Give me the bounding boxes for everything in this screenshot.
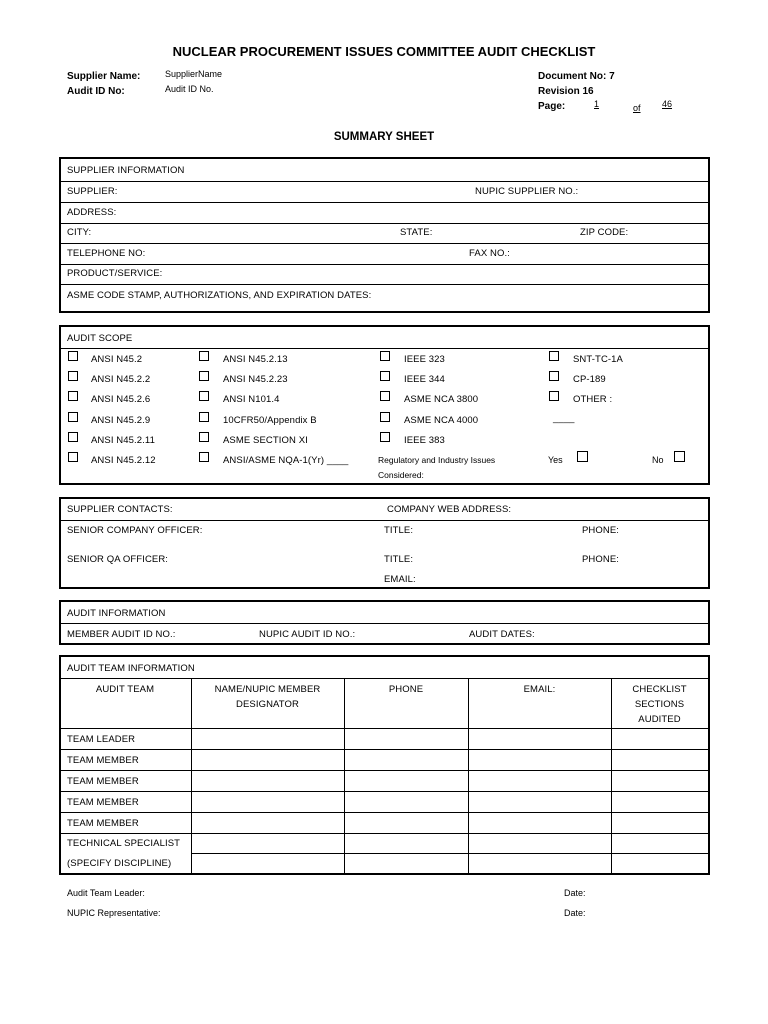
asme-code-stamp-field[interactable]: ASME CODE STAMP, AUTHORIZATIONS, AND EXPIRATION DATES:: [67, 290, 372, 301]
nupic-audit-id-field[interactable]: NUPIC AUDIT ID NO.:: [259, 629, 356, 640]
checkbox-ieee-383[interactable]: [380, 432, 390, 442]
team-row-label: TECHNICAL SPECIALIST: [67, 838, 181, 849]
supplier-contacts-heading: SUPPLIER CONTACTS:: [67, 504, 173, 515]
col-email: EMAIL:: [523, 684, 556, 695]
qa-email-field[interactable]: EMAIL:: [384, 574, 416, 585]
checkbox-ansi-n45-2-6[interactable]: [68, 391, 78, 401]
zip-code-field[interactable]: ZIP CODE:: [580, 227, 629, 238]
col-name-line1: NAME/NUPIC MEMBER: [214, 684, 321, 695]
checkbox-ansi-n45-2[interactable]: [68, 351, 78, 361]
audit-dates-field[interactable]: AUDIT DATES:: [469, 629, 535, 640]
senior-qa-officer-field[interactable]: SENIOR QA OFFICER:: [67, 554, 169, 565]
scope-item: CP-189: [573, 374, 606, 385]
checkbox-ansi-n45-2-13[interactable]: [199, 351, 209, 361]
scope-item: ANSI N45.2: [91, 354, 143, 365]
officer-phone-field[interactable]: PHONE:: [582, 525, 620, 536]
scope-item: IEEE 383: [404, 435, 445, 446]
summary-sheet-title: SUMMARY SHEET: [333, 131, 435, 143]
company-web-address-field[interactable]: COMPANY WEB ADDRESS:: [387, 504, 512, 515]
checkbox-ieee-344[interactable]: [380, 371, 390, 381]
revision-number: Revision 16: [538, 86, 594, 97]
nupic-representative-signature[interactable]: NUPIC Representative:: [67, 908, 161, 918]
col-checklist-line1: CHECKLIST: [632, 684, 687, 695]
regulatory-issues-label: Regulatory and Industry Issues: [378, 455, 496, 465]
officer-title-field[interactable]: TITLE:: [384, 525, 414, 536]
col-checklist-line3: AUDITED: [638, 714, 681, 725]
checkbox-ansi-n45-2-12[interactable]: [68, 452, 78, 462]
scope-item: OTHER :: [573, 394, 613, 405]
audit-team-heading: AUDIT TEAM INFORMATION: [67, 663, 195, 674]
checkbox-snt-tc-1a[interactable]: [549, 351, 559, 361]
member-audit-id-field[interactable]: MEMBER AUDIT ID NO.:: [67, 629, 176, 640]
audit-id-value[interactable]: Audit ID No.: [165, 84, 214, 94]
supplier-name-label: Supplier Name:: [67, 71, 141, 82]
checkbox-other[interactable]: [549, 391, 559, 401]
checkbox-asme-nca-4000[interactable]: [380, 412, 390, 422]
yes-label: Yes: [548, 455, 563, 465]
team-row-label: TEAM MEMBER: [67, 776, 139, 787]
qa-title-field[interactable]: TITLE:: [384, 554, 414, 565]
telephone-field[interactable]: TELEPHONE NO:: [67, 248, 146, 259]
checkbox-asme-section-xi[interactable]: [199, 432, 209, 442]
regulatory-considered-label: Considered:: [378, 470, 424, 480]
checkbox-regulatory-no[interactable]: [674, 451, 685, 462]
scope-item: IEEE 344: [404, 374, 445, 385]
scope-item: ANSI N45.2.11: [91, 435, 155, 446]
checkbox-cp-189[interactable]: [549, 371, 559, 381]
no-label: No: [652, 455, 664, 465]
checkbox-ansi-n45-2-23[interactable]: [199, 371, 209, 381]
team-leader-date[interactable]: Date:: [564, 888, 586, 898]
scope-item: ASME NCA 4000: [404, 415, 479, 426]
supplier-field[interactable]: SUPPLIER:: [67, 186, 118, 197]
scope-item: 10CFR50/Appendix B: [223, 415, 317, 426]
scope-item: ANSI N45.2.23: [223, 374, 288, 385]
audit-info-heading: AUDIT INFORMATION: [67, 608, 166, 619]
checkbox-regulatory-yes[interactable]: [577, 451, 588, 462]
product-service-field[interactable]: PRODUCT/SERVICE:: [67, 268, 163, 279]
checkbox-ansi-n45-2-11[interactable]: [68, 432, 78, 442]
supplier-info-heading: SUPPLIER INFORMATION: [67, 165, 185, 176]
scope-item: ANSI/ASME NQA-1(Yr) ____: [223, 455, 349, 466]
scope-item: ANSI N45.2.12: [91, 455, 156, 466]
checkbox-ansi-n45-2-9[interactable]: [68, 412, 78, 422]
page-total: 46: [662, 99, 673, 109]
nupic-supplier-no-field[interactable]: NUPIC SUPPLIER NO.:: [475, 186, 579, 197]
state-field[interactable]: STATE:: [400, 227, 433, 238]
col-checklist-line2: SECTIONS: [634, 699, 685, 710]
qa-phone-field[interactable]: PHONE:: [582, 554, 620, 565]
team-row-label: TEAM MEMBER: [67, 818, 139, 829]
nupic-rep-date[interactable]: Date:: [564, 908, 586, 918]
scope-item: ANSI N101.4: [223, 394, 280, 405]
scope-item: ASME SECTION XI: [223, 435, 308, 446]
page-label: Page:: [538, 101, 566, 112]
checkbox-asme-nca-3800[interactable]: [380, 391, 390, 401]
scope-item: SNT-TC-1A: [573, 354, 623, 365]
checkbox-nqa-1[interactable]: [199, 452, 209, 462]
team-row-label: TEAM MEMBER: [67, 755, 139, 766]
scope-item: ANSI N45.2.6: [91, 394, 151, 405]
scope-item: IEEE 323: [404, 354, 445, 365]
col-name-line2: DESIGNATOR: [236, 699, 299, 710]
checkbox-ansi-n101-4[interactable]: [199, 391, 209, 401]
address-field[interactable]: ADDRESS:: [67, 207, 117, 218]
audit-team-leader-signature[interactable]: Audit Team Leader:: [67, 888, 145, 898]
document-number: Document No: 7: [538, 71, 615, 82]
scope-item: ANSI N45.2.2: [91, 374, 151, 385]
team-row-label: TEAM LEADER: [67, 734, 136, 745]
team-row-label: (SPECIFY DISCIPLINE): [67, 858, 172, 869]
fax-field[interactable]: FAX NO.:: [469, 248, 510, 259]
scope-item: ANSI N45.2.9: [91, 415, 151, 426]
checkbox-ieee-323[interactable]: [380, 351, 390, 361]
document-title: NUCLEAR PROCUREMENT ISSUES COMMITTEE AUDIT CHECKLIST: [172, 44, 596, 59]
checkbox-10cfr50[interactable]: [199, 412, 209, 422]
senior-company-officer-field[interactable]: SENIOR COMPANY OFFICER:: [67, 525, 203, 536]
scope-item: ASME NCA 3800: [404, 394, 479, 405]
supplier-name-value[interactable]: SupplierName: [165, 69, 223, 79]
city-field[interactable]: CITY:: [67, 227, 92, 238]
checkbox-ansi-n45-2-2[interactable]: [68, 371, 78, 381]
audit-scope-heading: AUDIT SCOPE: [67, 333, 133, 344]
scope-item: ANSI N45.2.13: [223, 354, 288, 365]
page-of: of: [633, 103, 641, 113]
col-phone: PHONE: [388, 684, 424, 695]
other-blank[interactable]: ____: [553, 413, 575, 424]
page-current: 1: [594, 99, 600, 109]
audit-id-label: Audit ID No:: [67, 86, 125, 97]
col-audit-team: AUDIT TEAM: [95, 684, 155, 695]
team-row-label: TEAM MEMBER: [67, 797, 139, 808]
